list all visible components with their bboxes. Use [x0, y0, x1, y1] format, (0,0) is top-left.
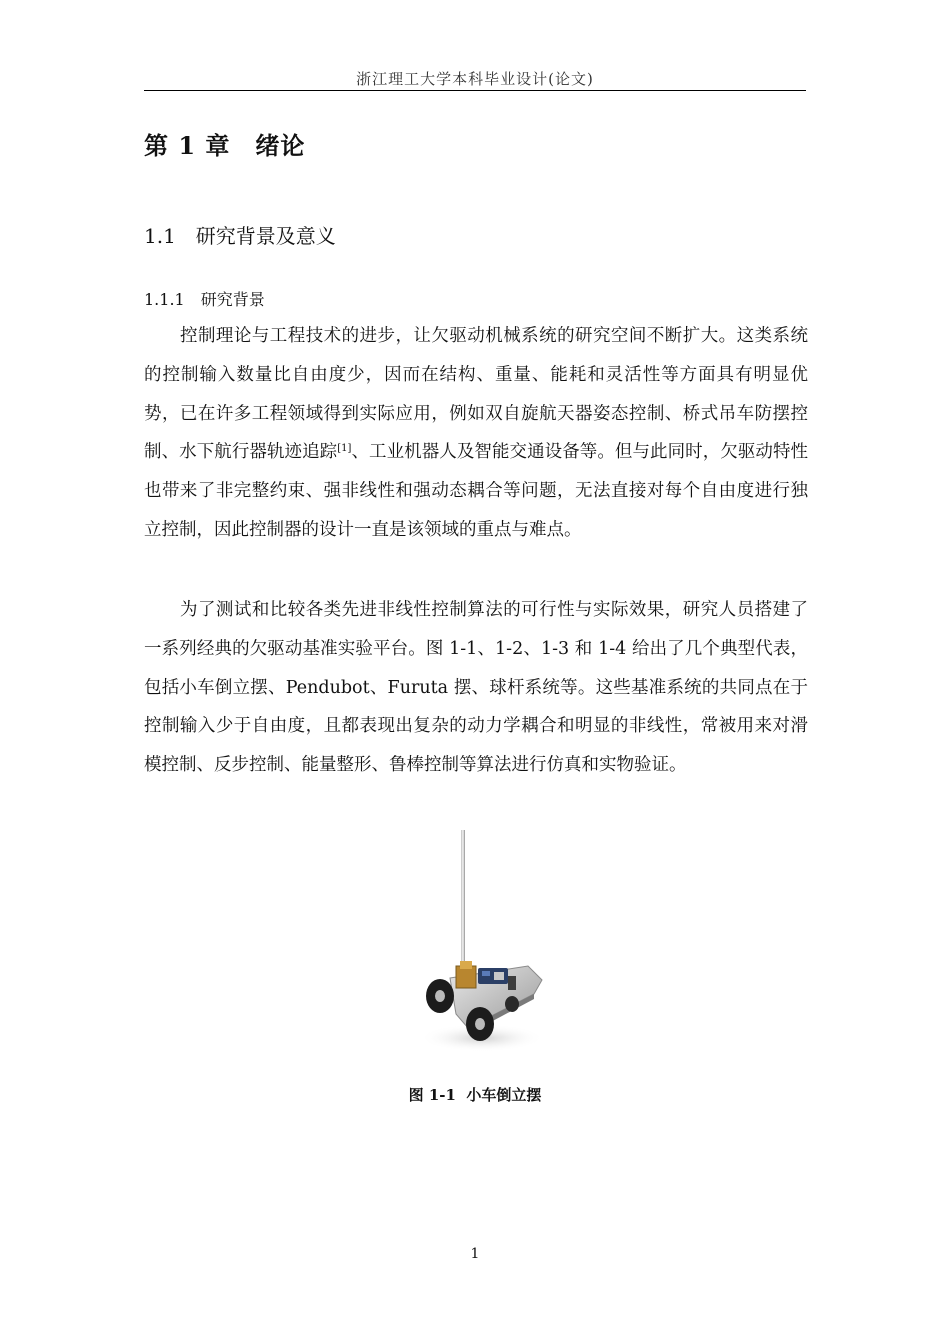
- paragraph-background: [144, 317, 808, 550]
- paragraph-text: 、工业机器人及智能交通设备等。但与此同时，欠驱动特性也带来了非完整约束、强非线性和强动态耦合等问题，无法直接对每个自由度进行独立控制，因此控制器的设计一直是该领域的重点与难点。: [144, 442, 809, 540]
- cart-inverted-pendulum-figure: [410, 828, 550, 1058]
- section-title: 1.1 研究背景及意义: [144, 224, 336, 248]
- figure-caption: 图 1-1 小车倒立摆: [408, 1086, 542, 1104]
- cart-pendulum-image: [410, 828, 550, 1058]
- subsection-title: 1.1.1 研究背景: [144, 290, 265, 309]
- citation-reference[interactable]: [1]: [337, 443, 352, 455]
- paragraph-benchmarks: 为了测试和比较各类先进非线性控制算法的可行性与实际效果，研究人员搭建了一系列经典的欠驱动基准实验平台。图 1-1、1-2、1-3 和 1-4 给出了几个典型代表，包括小车倒立摆、Pendubot、Furuta 摆、球杆系统等。这些基准系统的共同点在于控制输入少于自由度，且都表现出复杂的动力学耦合和明显的非线性，常被用来对滑模控制、反步控制、能量整形、鲁棒控制等算法进行仿真和实物验证。: [144, 600, 808, 776]
- paragraph-text: 控制理论与工程技术的进步，让欠驱动机械系统的研究空间不断扩大。这类系统的控制输入数量比自由度少，因而在结构、重量、能耗和灵活性等方面具有明显优势，已在许多工程领域得到实际应用，例如双自旋航天器姿态控制、桥式吊车防摆控制、水下航行器轨迹追踪: [144, 326, 808, 463]
- header-rule: [144, 90, 806, 91]
- page-header: 浙江理工大学本科毕业设计(论文): [356, 70, 594, 88]
- page-number: 1: [470, 1246, 480, 1262]
- chapter-title: 第 1 章 绪论: [144, 131, 306, 160]
